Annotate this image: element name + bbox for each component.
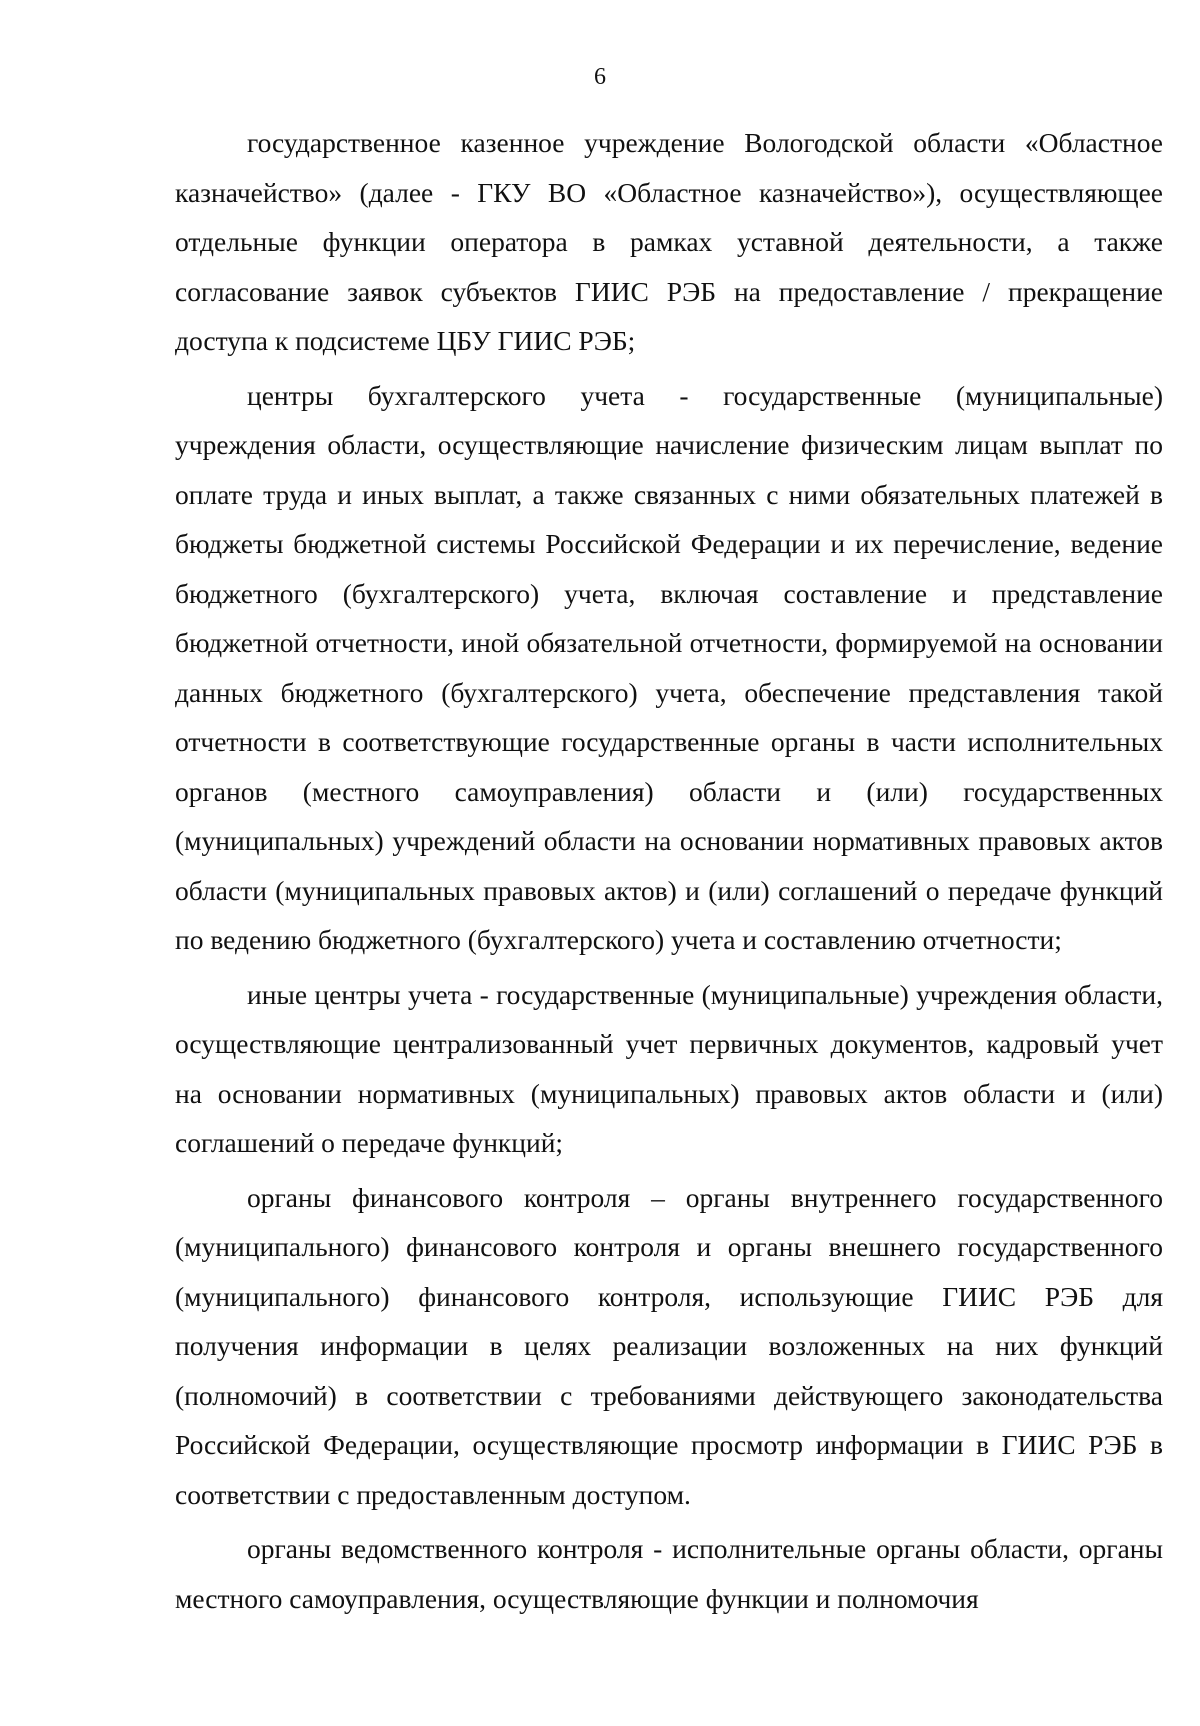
document-body (175, 118, 1163, 1628)
paragraph-accounting-centers: центры бухгалтерского учета - государственные (муниципальные) учреждения области, осуществляющие начисление физическим лицам выплат по оплате труда и иных выплат, а также связанных с ними обязательных платежей в бюджеты бюджетной системы Российской Федерации и их перечисление, ведение бюджетного (бухгалтерского) учета, включая составление и представление бюджетной отчетности, иной обязательной отчетности, формируемой на основании данных бюджетного (бухгалтерского) учета, обеспечение представления такой отчетности в соответствующие государственные органы в части исполнительных органов (местного самоуправления) области и (или) государственных (муниципальных) учреждений области на основании нормативных правовых актов области (муниципальных правовых актов) и (или) соглашений о передаче функций по ведению бюджетного (бухгалтерского) учета и составлению отчетности; (175, 379, 1163, 955)
page-number: 6 (594, 64, 606, 90)
paragraph-financial-control-bodies: органы финансового контроля – органы внутреннего государственного (муниципального) финансового контроля и органы внешнего государственного (муниципального) финансового контроля, использующие ГИИС РЭБ для получения информации в целях реализации возложенных на них функций (полномочий) в соответствии с требованиями действующего законодательства Российской Федерации, осуществляющие просмотр информации в ГИИС РЭБ в соответствии с предоставленным доступом. (175, 1181, 1163, 1510)
paragraph-treasury: государственное казенное учреждение Вологодской области «Областное казначейство» (далее - ГКУ ВО «Областное казначейство»), осуществляющее отдельные функции оператора в рамках уставной деятельности, а также согласование заявок субъектов ГИИС РЭБ на предоставление / прекращение доступа к подсистеме ЦБУ ГИИС РЭБ; (175, 127, 1163, 356)
paragraph-departmental-control-bodies: органы ведомственного контроля - исполнительные органы области, органы местного самоуправления, осуществляющие функции и полномочия (175, 1533, 1163, 1614)
paragraph-other-accounting-centers: иные центры учета - государственные (муниципальные) учреждения области, осуществляющие централизованный учет первичных документов, кадровый учет на основании нормативных (муниципальных) правовых актов области и (или) соглашений о передаче функций; (175, 978, 1163, 1158)
